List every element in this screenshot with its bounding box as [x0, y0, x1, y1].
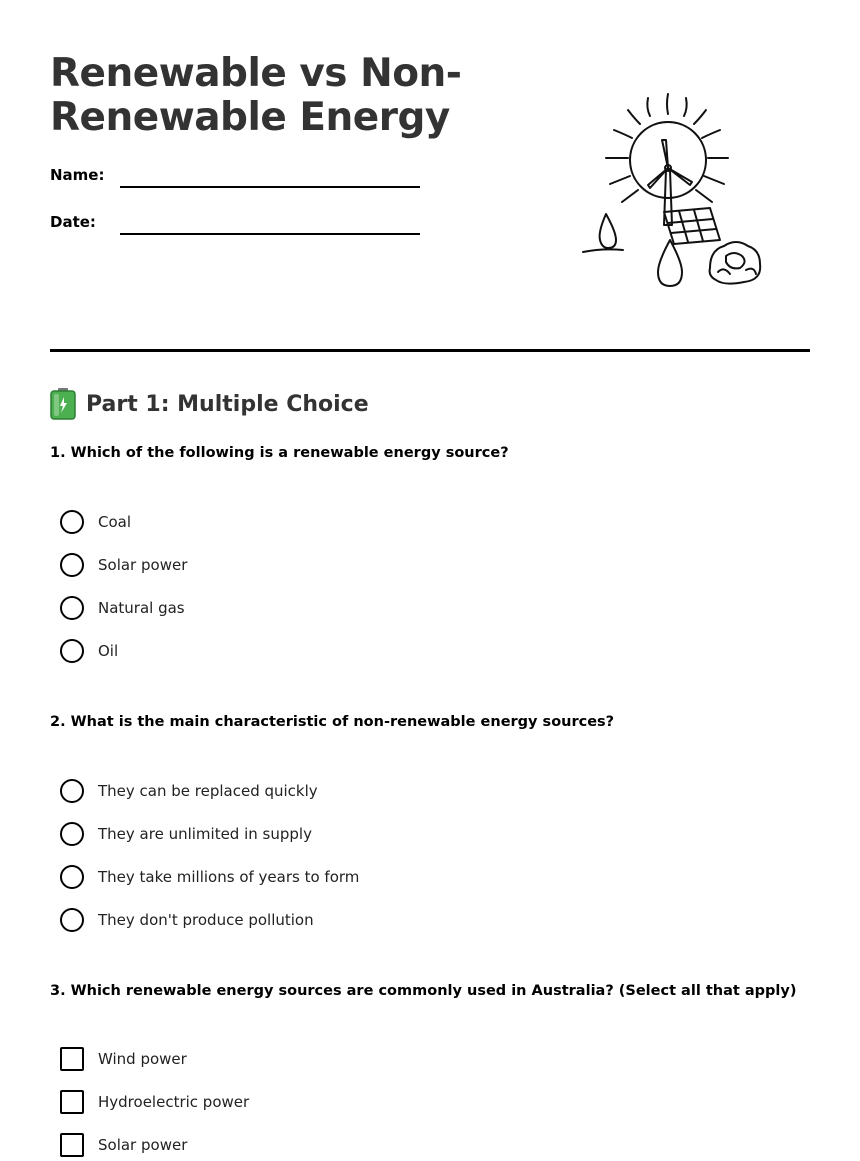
name-field[interactable] — [50, 166, 420, 190]
option-label: Oil — [98, 642, 119, 660]
question-3: 3. Which renewable energy sources are commonly used in Australia? (Select all that apply) — [50, 983, 797, 999]
date-line[interactable] — [120, 233, 420, 235]
name-line[interactable] — [120, 186, 420, 188]
option-q2-no-pollution[interactable] — [60, 907, 314, 933]
option-label: They are unlimited in supply — [98, 825, 312, 843]
oil-drop-icon — [600, 214, 616, 248]
option-label: Solar power — [98, 1136, 188, 1154]
question-2: 2. What is the main characteristic of non-renewable energy sources? — [50, 714, 615, 730]
radio-button[interactable] — [60, 639, 84, 663]
option-q3-solar-power[interactable] — [60, 1132, 187, 1158]
option-q2-unlimited-supply[interactable] — [60, 821, 312, 847]
name-label: Name: — [50, 166, 105, 184]
radio-button[interactable] — [60, 553, 84, 577]
radio-button[interactable] — [60, 908, 84, 932]
option-label: Solar power — [98, 556, 188, 574]
question-1: 1. Which of the following is a renewable energy source? — [50, 445, 509, 461]
option-q3-hydroelectric-power[interactable] — [60, 1089, 249, 1115]
option-label: They take millions of years to form — [98, 868, 360, 886]
radio-button[interactable] — [60, 865, 84, 889]
checkbox[interactable] — [60, 1047, 84, 1071]
date-field[interactable] — [50, 213, 420, 237]
option-q1-solar-power[interactable] — [60, 552, 187, 578]
option-q1-oil[interactable] — [60, 638, 118, 664]
option-q1-coal[interactable] — [60, 509, 131, 535]
checkbox[interactable] — [60, 1133, 84, 1157]
option-label: Wind power — [98, 1050, 187, 1068]
option-label: Coal — [98, 513, 132, 531]
part1-title: Part 1: Multiple Choice — [86, 391, 369, 417]
option-q3-wind-power[interactable] — [60, 1046, 187, 1072]
section-divider — [50, 349, 810, 352]
worksheet-title: Renewable vs Non-Renewable Energy — [50, 51, 462, 140]
option-q1-natural-gas[interactable] — [60, 595, 185, 621]
option-label: Hydroelectric power — [98, 1093, 250, 1111]
radio-button[interactable] — [60, 596, 84, 620]
checkbox[interactable] — [60, 1090, 84, 1114]
option-q2-replaced-quickly[interactable] — [60, 778, 318, 804]
coal-icon — [710, 242, 761, 284]
oil-drop-large-icon — [658, 240, 682, 286]
option-label: They don't produce pollution — [98, 911, 314, 929]
battery-icon — [50, 388, 76, 420]
ground-line-icon — [583, 249, 623, 252]
date-label: Date: — [50, 213, 96, 231]
radio-button[interactable] — [60, 510, 84, 534]
energy-illustration-icon — [578, 90, 768, 290]
option-label: They can be replaced quickly — [98, 782, 318, 800]
part1-heading — [50, 388, 369, 420]
radio-button[interactable] — [60, 822, 84, 846]
option-label: Natural gas — [98, 599, 185, 617]
radio-button[interactable] — [60, 779, 84, 803]
option-q2-millions-of-years[interactable] — [60, 864, 359, 890]
